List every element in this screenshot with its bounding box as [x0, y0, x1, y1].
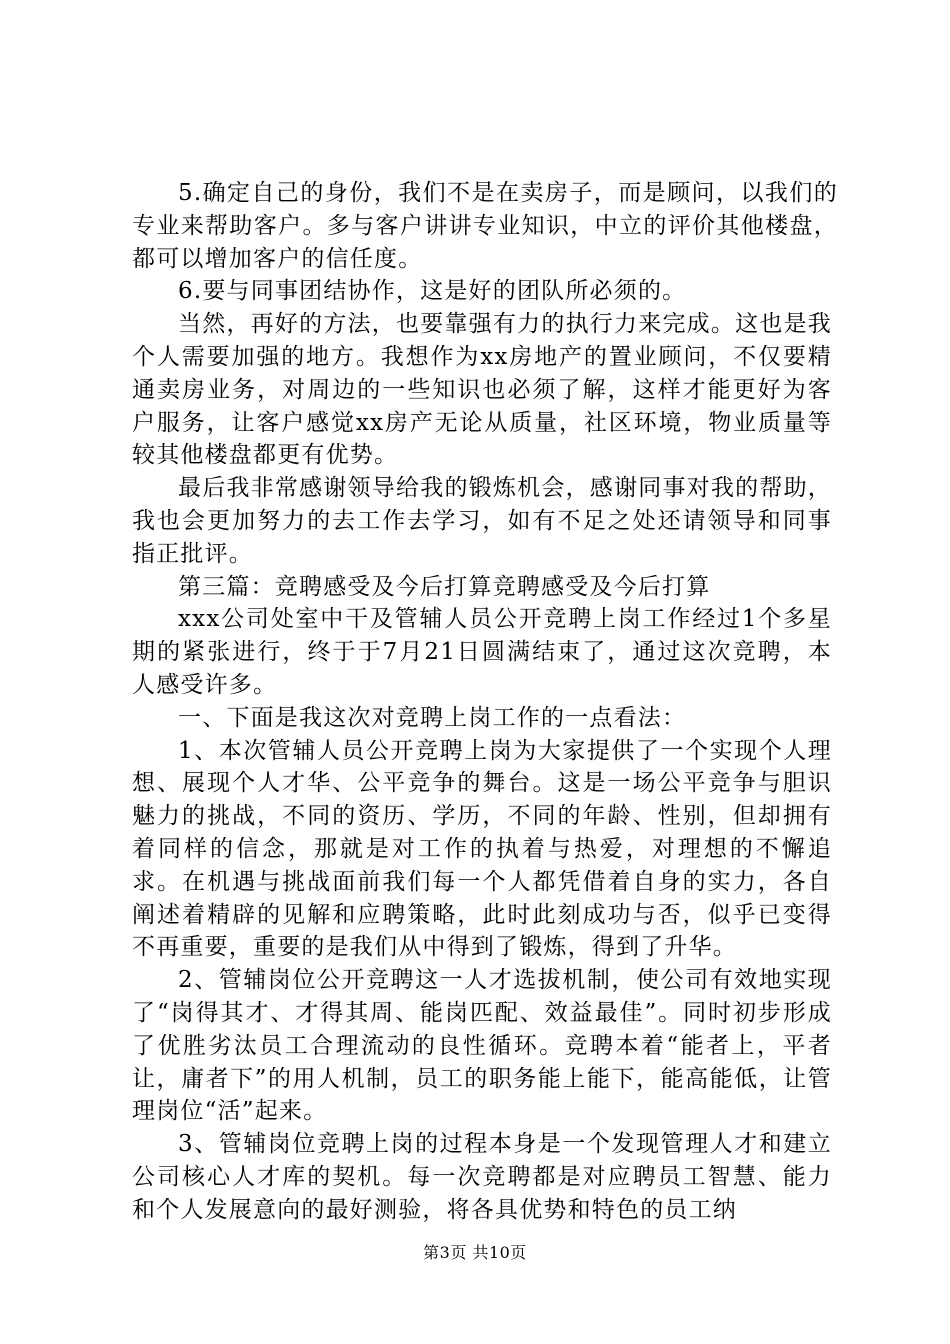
paragraph-8: 2、管辅岗位公开竞聘这一人才选拔机制，使公司有效地实现了“岗得其才、才得其周、能岗匹配、效益最佳”。同时初步形成了优胜劣汰员工合理流动的良性循环。竞聘本着“能者上，平者让，庸者下”的用人机制，员工的职务能上能下，能高能低，让管理岗位“活”起来。: [132, 967, 832, 1125]
paragraph-2: 6.要与同事团结协作，这是好的团队所必须的。: [178, 278, 687, 305]
paragraph-9: 3、管辅岗位竞聘上岗的过程本身是一个发现管理人才和建立公司核心人才库的契机。每一次竞聘都是对应聘员工智慧、能力和个人发展意向的最好测验，将各具优势和特色的员工纳: [132, 1131, 832, 1223]
paragraph-5: xxx公司处室中干及管辅人员公开竞聘上岗工作经过1个多星期的紧张进行，终于于7月21日圆满结束了，通过这次竞聘，本人感受许多。: [132, 606, 832, 698]
section-heading: 第三篇：竞聘感受及今后打算竞聘感受及今后打算: [178, 573, 711, 600]
paragraph-4: 最后我非常感谢领导给我的锻炼机会，感谢同事对我的帮助，我也会更加努力的去工作去学习，如有不足之处还请领导和同事指正批评。: [132, 475, 832, 567]
paragraph-7: 1、本次管辅人员公开竞聘上岗为大家提供了一个实现个人理想、展现个人才华、公平竞争的舞台。这是一场公平竞争与胆识魅力的挑战，不同的资历、学历，不同的年龄、性别，但却拥有着同样的信念，那就是对工作的执着与热爱，对理想的不懈追求。在机遇与挑战面前我们每一个人都凭借着自身的实力，各自阐述着精辟的见解和应聘策略，此时此刻成功与否，似乎已变得不再重要，重要的是我们从中得到了锻炼，得到了升华。: [132, 737, 832, 961]
paragraph-3: 当然，再好的方法，也要靠强有力的执行力来完成。这也是我个人需要加强的地方。我想作为xx房地产的置业顾问，不仅要精通卖房业务，对周边的一些知识也必须了解，这样才能更好为客户服务，让客户感觉xx房产无论从质量，社区环境，物业质量等较其他楼盘都更有优势。: [132, 311, 832, 469]
page-footer: [0, 1243, 950, 1263]
document-body: [0, 177, 950, 1227]
page-number: 第3页 共10页: [423, 1243, 527, 1262]
paragraph-6: 一、下面是我这次对竞聘上岗工作的一点看法：: [178, 704, 687, 731]
paragraph-1: 5.确定自己的身份，我们不是在卖房子，而是顾问，以我们的专业来帮助客户。多与客户讲讲专业知识，中立的评价其他楼盘，都可以增加客户的信任度。: [132, 180, 838, 272]
